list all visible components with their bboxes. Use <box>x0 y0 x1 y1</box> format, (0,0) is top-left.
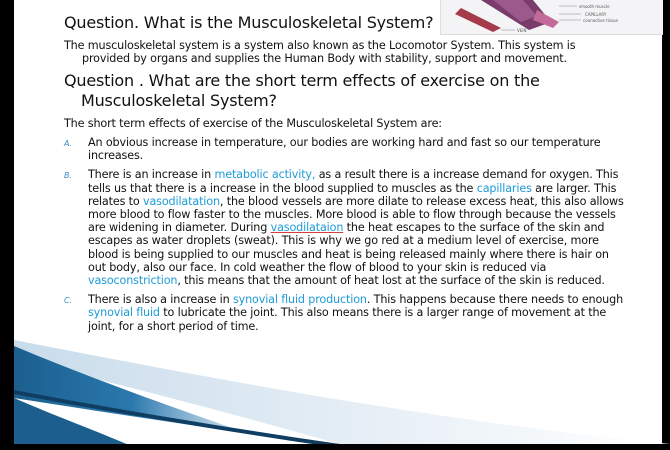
answer-line-2: provided by organs and supplies the Human Body with stability, support and movement. <box>82 52 567 65</box>
effect-b-text-5: the heat escapes to the surface of the skin and escapes as water droplets (sweat). This is why we go red at a medium level of exercise, more blood is being supplied to our muscles and heat is being released mainly where there is hair on out body, also our face. In cold weather the flow of blood to your skin is reduced via <box>88 221 609 274</box>
keyword-metabolic-activity: metabolic activity, <box>214 168 316 182</box>
keyword-vasodilatation: vasodilatation <box>143 194 220 208</box>
effect-c-text-2: . This happens because there needs to enough <box>366 293 624 307</box>
keyword-synovial-fluid: synovial fluid <box>88 306 160 320</box>
question-1-answer <box>64 39 575 65</box>
question-2-line-2: Musculoskeletal System? <box>81 91 277 110</box>
effect-b-text-2: as a result there is a increase demand for oxygen. This tells us that there is a increase in the blood supplied to muscles as the <box>88 168 619 195</box>
question-1-heading: Question. What is the Musculoskeletal System? <box>64 13 434 32</box>
question-2-line-1: Question . What are the short term effects of exercise on the <box>64 71 540 90</box>
blood-vessel-diagram <box>440 0 663 35</box>
answer-line-1: The musculoskeletal system is a system also known as the Locomotor System. This system is <box>64 39 576 52</box>
effect-item-b <box>64 168 624 287</box>
list-marker-c: C. <box>64 296 72 306</box>
effect-a-text: An obvious increase in temperature, our bodies are working hard and fast so our temperature increases. <box>88 136 601 163</box>
effect-b-text-4: , the blood vessels are more dilate to release excess heat, this also allows more blood to flow faster to the muscles. More blood is able to flow through because the vessels are widening in diameter. During <box>88 194 624 235</box>
fig-label-connective-tissue: connective tissue <box>583 18 618 23</box>
effect-b-text-6: , this means that the amount of heat lost at the surface of the skin is reduced. <box>177 274 605 288</box>
fig-label-capillary: CAPILLARY <box>585 12 607 17</box>
effects-list <box>64 136 624 333</box>
keyword-synovial-fluid-production: synovial fluid production <box>232 293 367 307</box>
fig-label-vein: VEIN <box>517 28 527 33</box>
vessel-illustration <box>441 0 663 34</box>
effect-c-text-1: There is also a increase in <box>88 293 233 307</box>
keyword-vasodilataion: vasodilataion <box>270 221 344 235</box>
keyword-capillaries: capillaries <box>476 181 532 195</box>
list-marker-a: A. <box>64 139 72 148</box>
effect-item-a <box>64 136 624 162</box>
question-2-heading <box>64 71 540 111</box>
list-marker-b: B. <box>64 171 72 181</box>
fig-label-smooth-muscle: smooth muscle <box>579 4 610 9</box>
effect-b-text-3: are larger. This relates to <box>88 181 617 208</box>
keyword-vasoconstriction: vasoconstriction <box>88 274 178 288</box>
effect-c-text-3: to lubricate the joint. This also means there is a larger range of movement at the joint, for a short period of time. <box>88 306 607 333</box>
effect-b-text-1: There is an increase in <box>88 168 215 182</box>
effects-intro: The short term effects of exercise of the Musculoskeletal System are: <box>64 117 442 130</box>
effect-item-c <box>64 293 624 333</box>
decorative-bottom-band <box>0 340 670 450</box>
